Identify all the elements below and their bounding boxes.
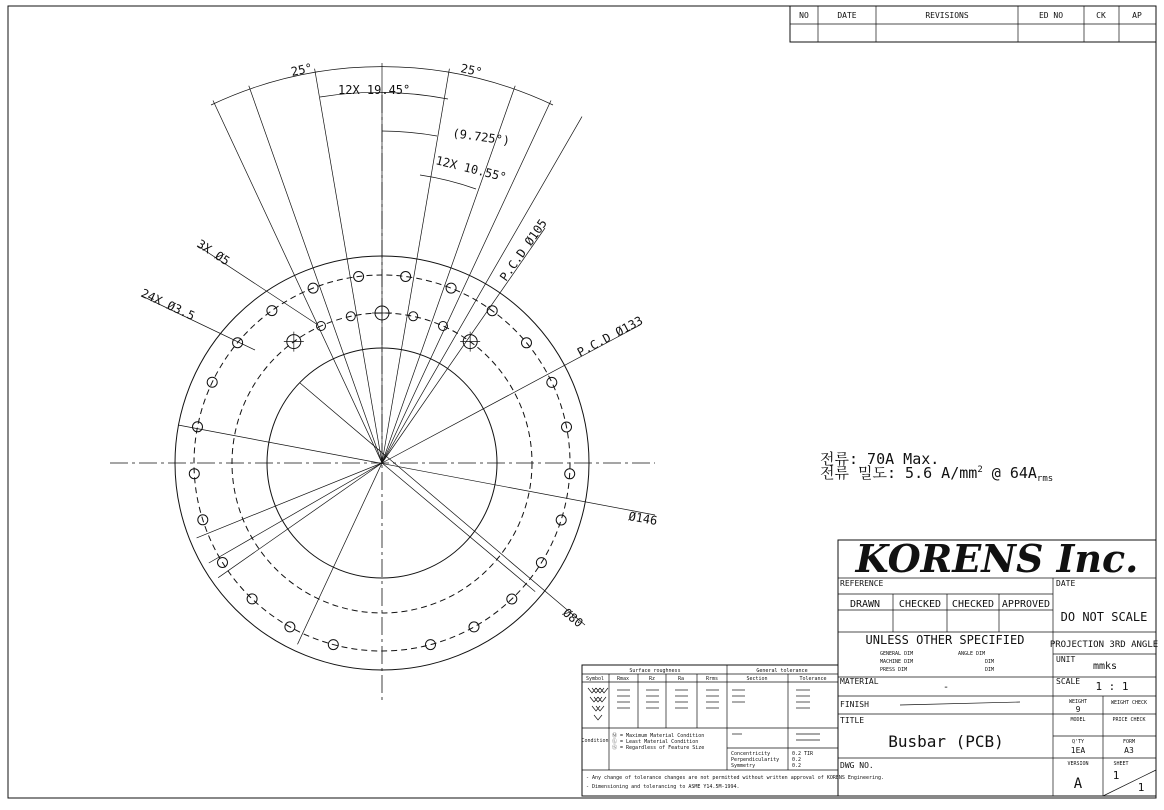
tb-weight-value: 9 [1075, 705, 1081, 714]
roughness-table [581, 665, 884, 796]
rough-h-symbol: Symbol [585, 676, 605, 682]
tb-weight-check: WEIGHT CHECK [1110, 700, 1148, 706]
tb-model-label: MODEL [1070, 717, 1086, 723]
note-line1: 전류: 70A Max. [820, 450, 940, 468]
rough-title-right: General tolerance [756, 668, 808, 674]
dimension-ray [218, 463, 382, 578]
small-hole [547, 377, 557, 387]
condition-line-3: Ⓢ = Regardless of Feature Size [612, 745, 705, 751]
tb-material-label: MATERIAL [840, 677, 879, 686]
tb-date: DATE [1056, 579, 1076, 588]
roughness-symbols [588, 688, 608, 720]
label-pcd-105: P.C.D Ø105 [496, 216, 550, 284]
section-line-2: Perpendicularity [731, 757, 780, 763]
tb-dwg-label: DWG NO. [840, 761, 874, 770]
small-hole [469, 622, 479, 632]
tb-scale-label: SCALE [1056, 677, 1081, 686]
small-hole [193, 422, 203, 432]
rough-h-ra: Ra [677, 676, 685, 682]
tb-sheet-label: SHEET [1113, 761, 1129, 767]
tb-qty-value: 1EA [1070, 746, 1086, 755]
rough-h-section: Section [746, 676, 768, 682]
tb-projection: PROJECTION 3RD ANGLE [1049, 640, 1159, 650]
dimension-rays [197, 60, 582, 644]
dimension-ray [209, 463, 382, 563]
tb-qty-label: Q'TY [1071, 739, 1085, 745]
tb-machine-dim: MACHINE DIM [880, 659, 914, 665]
tb-unless: UNLESS OTHER SPECIFIED [865, 633, 1025, 647]
tb-drawn: DRAWN [849, 599, 881, 610]
dim-angle-right: 25° [459, 61, 484, 80]
tb-title-value: Busbar (PCB) [888, 732, 1004, 751]
small-hole [267, 306, 277, 316]
rough-footnote-1: - Any change of tolerance changes are not permitted without written approval of KORENS Engineering. [586, 775, 885, 781]
rough-footnote-2: - Dimensioning and tolerancing to ASME Y14.5M-1994. [586, 784, 740, 790]
dimension-ray [382, 101, 551, 464]
label-dia-80: Ø80 [560, 605, 586, 631]
tolerance-line-2: 0.2 [792, 757, 802, 763]
dimension-ray [382, 463, 535, 592]
section-line-3: Symmetry [731, 763, 756, 769]
tb-sheet-total: 1 [1137, 781, 1145, 794]
rev-header-ap: AP [1132, 11, 1142, 20]
small-hole [556, 515, 566, 525]
dim-half-pitch: (9.725°) [451, 126, 511, 149]
tb-general-dim: GENERAL DIM [880, 651, 914, 657]
current-note [820, 450, 1053, 484]
tb-version-label: VERSION [1067, 761, 1089, 767]
condition-line-1: Ⓜ = Maximum Material Condition [612, 733, 705, 739]
tb-checked-1: CHECKED [898, 599, 942, 610]
tb-form-value: A3 [1124, 746, 1134, 755]
dimension-ray [213, 101, 382, 464]
condition-line-2: Ⓛ = Least Material Condition [612, 739, 699, 745]
small-hole [446, 283, 456, 293]
tb-approved: APPROVED [1001, 599, 1051, 610]
rev-header-edno: ED NO [1038, 11, 1064, 20]
tb-do-not-scale: DO NOT SCALE [1060, 610, 1148, 624]
tb-finish-label: FINISH [840, 700, 869, 709]
rev-header-revisions: REVISIONS [925, 11, 969, 20]
rev-header-ck: CK [1096, 11, 1106, 20]
tb-angle-dim: ANGLE DIM [958, 651, 986, 657]
rough-h-rmax: Rmax [616, 676, 630, 682]
tb-version-value: A [1073, 776, 1083, 792]
label-pcd-133: P.C.D Ø133 [574, 313, 646, 360]
small-hole [426, 640, 436, 650]
tolerance-line-3: 0.2 [792, 763, 802, 769]
tb-checked-2: CHECKED [951, 599, 995, 610]
tb-unit-label: UNIT [1056, 655, 1076, 664]
busbar-part [110, 60, 655, 700]
tb-form-label: FORM [1122, 739, 1136, 745]
tb-scale-value: 1 : 1 [1095, 680, 1129, 693]
company-logo: KORENS Inc. [855, 536, 1139, 581]
tb-dim-3: DIM [985, 667, 995, 673]
rev-header-no: NO [799, 11, 809, 20]
rough-title-left: Surface roughness [629, 668, 681, 674]
dimension-ray [382, 69, 449, 463]
rough-h-rz: Rz [648, 676, 656, 682]
section-line-1: Concentricity [731, 751, 771, 757]
dimension-ray [249, 86, 382, 463]
dimension-ray [298, 463, 383, 644]
dim-pitch-outer: 12X 19.45° [338, 83, 411, 97]
tb-press-dim: PRESS DIM [880, 667, 908, 673]
angle-arc-9-725 [382, 131, 437, 136]
dim-angle-left: 25° [289, 60, 314, 79]
label-dia-146: Ø146 [627, 509, 659, 528]
rough-h-rrms: Rrms [705, 676, 719, 682]
tb-weight-label: WEIGHT [1068, 699, 1088, 705]
title-block [838, 536, 1158, 796]
condition-label: Condition [581, 738, 609, 744]
tb-material-value: - [942, 682, 950, 693]
tb-reference: REFERENCE [840, 579, 884, 588]
tb-price-check: PRICE CHECK [1112, 717, 1146, 723]
callouts [139, 217, 659, 631]
tb-unit-value: mmks [1092, 661, 1118, 672]
small-hole [247, 594, 257, 604]
tb-sheet-num: 1 [1112, 769, 1120, 782]
note-line2: 전류 밀도: 5.6 $A/mm^2$ @ $64A_{rms}$ [820, 464, 1054, 484]
angle-arc-10-55 [420, 175, 476, 189]
tb-title-label: TITLE [840, 716, 865, 725]
rough-h-tolerance: Tolerance [799, 676, 827, 682]
label-24x-holes: 24X Ø3.5 [138, 286, 198, 324]
dim-pitch-inner: 12X 10.55° [434, 153, 508, 185]
rev-header-date: DATE [837, 11, 857, 20]
hole-crosshair [284, 332, 304, 352]
label-3x-holes: 3X Ø5 [194, 236, 233, 269]
revision-table [790, 6, 1156, 42]
tolerance-line-1: 0.2 TIR [792, 751, 814, 757]
tb-dim-2: DIM [985, 659, 995, 665]
dimension-ray [197, 463, 382, 538]
small-hole [409, 312, 418, 321]
hole-crosshair [460, 332, 480, 352]
